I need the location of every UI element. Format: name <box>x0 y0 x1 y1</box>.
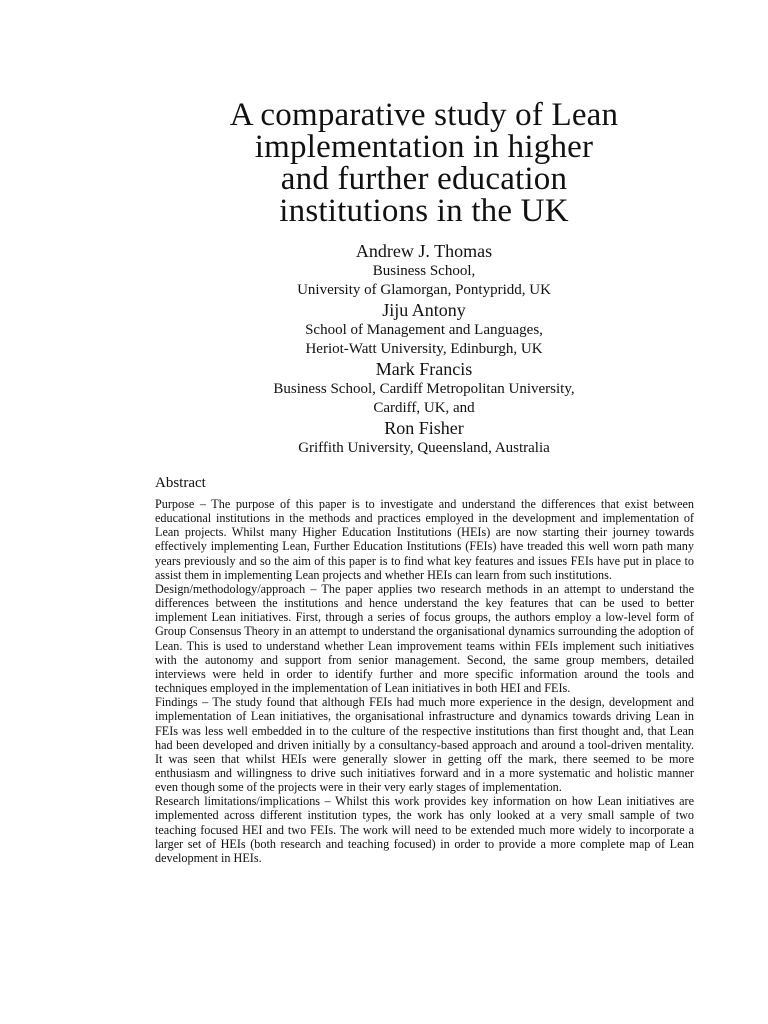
abstract-paragraph-limitations: Research limitations/implications – Whilst this work provides key information on how Lean initiatives are implemented across different institution types, the work has only looked at a very small sample of two teaching focused HEI and two FEIs. The work will need to be extended much more widely to incorporate a larger set of HEIs (both research and teaching focused) in order to provide a more complete map of Lean development in HEIs. <box>155 794 694 865</box>
author-name: Ron Fisher <box>384 418 464 438</box>
author-affiliation: University of Glamorgan, Pontypridd, UK <box>297 281 551 298</box>
author-name: Andrew J. Thomas <box>355 241 493 261</box>
author-affiliation: Griffith University, Queensland, Australia <box>298 440 550 456</box>
author-name: Jiju Antony <box>382 300 466 320</box>
author-affiliation: Cardiff, UK, and <box>373 399 475 416</box>
paper-title <box>150 99 698 227</box>
author-affiliation: School of Management and Languages, <box>305 322 543 338</box>
abstract-heading: Abstract <box>155 475 206 491</box>
author-affiliation: Business School, <box>372 263 476 279</box>
author-block <box>150 240 698 458</box>
abstract-section <box>155 474 694 865</box>
title-line: and further education <box>280 161 568 197</box>
abstract-paragraph-design: Design/methodology/approach – The paper applies two research methods in an attempt to understand the differences between the institutions and hence understand the key features that can be used to better implement Lean initiatives. First, through a series of focus groups, the authors employ a low-level form of Group Consensus Theory in an attempt to understand the organisational dynamics surrounding the adoption of Lean. This is used to understand whether Lean improvement teams within FEIs implement such initiatives with the autonomy and support from senior management. Second, the same group members, detailed interviews were held in order to identify further and more specific information around the tools and techniques employed in the implementation of Lean initiatives in both HEI and FEIs. <box>155 581 694 696</box>
title-line: implementation in higher <box>254 129 594 165</box>
title-line: institutions in the UK <box>279 193 569 229</box>
author-affiliation: Heriot-Watt University, Edinburgh, UK <box>305 340 543 357</box>
abstract-paragraph-findings: Findings – The study found that although FEIs had much more experience in the design, development and implementation of Lean initiatives, the organisational infrastructure and dynamics towards driving Lean in FEIs was less well embedded in to the culture of the respective institutions than first thought and, that Lean had been developed and driven initially by a consultancy-based approach and around a tool-driven mentality. It was seen that whilst HEIs were generally slower in getting off the mark, there seemed to be more enthusiasm and willingness to drive such initiatives forward and in a more systematic and holistic manner even though some of the projects were in their very early stages of implementation. <box>155 695 694 795</box>
title-line: A comparative study of Lean <box>229 97 619 133</box>
author-name: Mark Francis <box>375 359 473 379</box>
author-affiliation: Business School, Cardiff Metropolitan University, <box>273 381 575 397</box>
abstract-paragraph-purpose: Purpose – The purpose of this paper is to investigate and understand the differences that exist between educational institutions in the methods and practices employed in the development and implementation of Lean projects. Whilst many Higher Education Institutions (HEIs) are now starting their journey towards effectively implementing Lean, Further Education Institutions (FEIs) have treaded this well worn path many years previously and so the aim of this paper is to find what key features and issues FEIs have put in place to assist them in implementing Lean projects and whether HEIs can learn from such institutions. <box>155 497 694 582</box>
